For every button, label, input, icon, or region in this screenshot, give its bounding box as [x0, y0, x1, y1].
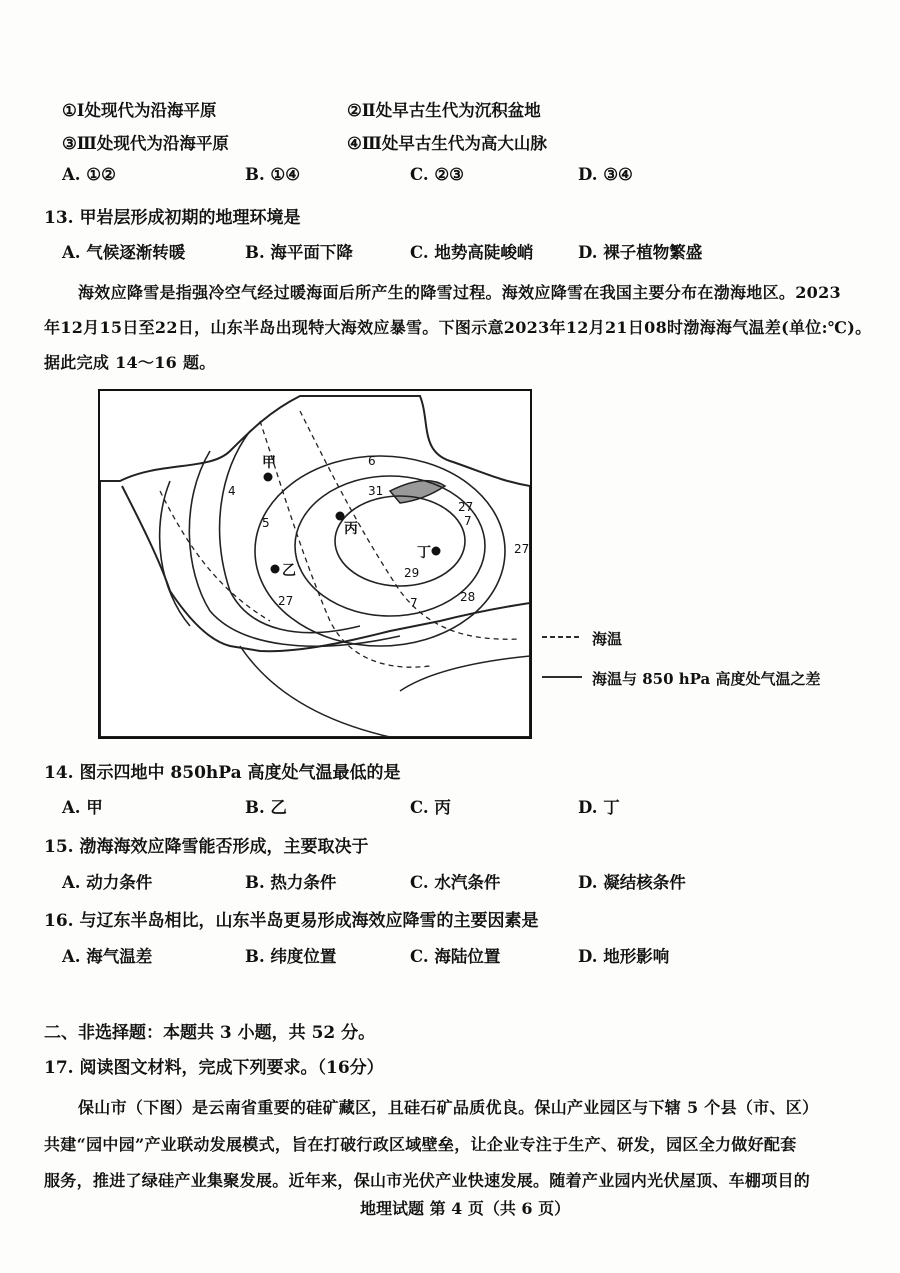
legend-symbols	[540, 630, 590, 690]
q17-stem: 17. 阅读图文材料，完成下列要求。（16分）	[44, 1058, 384, 1078]
isoline-num: 31	[368, 484, 384, 498]
q13-option-a: A. 气候逐渐转暖	[62, 243, 186, 262]
q13-option-c: C. 地势高陡峻峭	[410, 243, 534, 262]
shandong-coast	[240, 646, 390, 737]
q17-para-3: 服务，推进了绿硅产业集聚发展。近年来，保山市光伏产业快速发展。随着产业园内光伏屋顶、车棚项目的	[44, 1171, 811, 1190]
q17-para-2: 共建“园中园”产业联动发展模式，旨在打破行政区域壁垒，让企业专注于生产、研发，园区全力做好配套	[44, 1135, 797, 1154]
isoline-num: 27	[278, 594, 294, 608]
isoline-num: 7	[410, 596, 418, 610]
isoline-num: 7	[464, 514, 472, 528]
statement-4: ④Ⅲ处早古生代为高大山脉	[347, 134, 547, 153]
label-jia: 甲	[262, 455, 276, 471]
q15-option-b: B. 热力条件	[245, 873, 337, 892]
point-yi	[271, 565, 280, 574]
legend-temp-diff: 海温与 850 hPa 高度处气温之差	[592, 670, 821, 688]
label-yi: 乙	[282, 563, 296, 579]
point-ding	[432, 547, 441, 556]
q16-option-d: D. 地形影响	[578, 947, 670, 966]
q14-option-b: B. 乙	[245, 798, 287, 817]
q12-option-a: A. ①②	[62, 165, 116, 184]
q16-option-b: B. 纬度位置	[245, 947, 337, 966]
legend-sea-temp: 海温	[592, 630, 623, 648]
q16-stem: 16. 与辽东半岛相比，山东半岛更易形成海效应降雪的主要因素是	[44, 911, 539, 931]
q12-option-c: C. ②③	[410, 165, 464, 184]
passage-line-3: 据此完成 14～16 题。	[44, 353, 216, 372]
q17-para-1: 保山市（下图）是云南省重要的硅矿藏区，且硅石矿品质优良。保山产业园区与下辖 5 个县（市、区）	[78, 1098, 819, 1117]
q13-stem: 13. 甲岩层形成初期的地理环境是	[44, 208, 301, 228]
bohai-map-svg	[100, 391, 530, 737]
statement-3: ③Ⅲ处现代为沿海平原	[62, 134, 229, 153]
page-footer: 地理试题 第 4 页（共 6 页）	[360, 1199, 571, 1218]
q14-option-d: D. 丁	[578, 798, 620, 817]
label-ding: 丁	[417, 545, 431, 561]
q15-option-a: A. 动力条件	[62, 873, 153, 892]
statement-1: ①Ⅰ处现代为沿海平原	[62, 101, 217, 120]
isoline-num: 6	[368, 454, 376, 468]
q13-option-b: B. 海平面下降	[245, 243, 353, 262]
point-jia	[264, 473, 273, 482]
isoline-num: 5	[262, 516, 270, 530]
label-bing: 丙	[344, 521, 358, 537]
q16-option-a: A. 海气温差	[62, 947, 153, 966]
coastline	[100, 396, 530, 737]
q15-option-c: C. 水汽条件	[410, 873, 501, 892]
bohai-map	[98, 389, 532, 739]
isoline-num: 28	[460, 590, 476, 604]
temp-diff-isolines	[160, 431, 505, 646]
q15-option-d: D. 凝结核条件	[578, 873, 686, 892]
isoline-num: 4	[228, 484, 236, 498]
point-bing	[336, 512, 345, 521]
shandong-north-coast	[400, 656, 530, 691]
liaodong-tip	[390, 481, 445, 503]
q13-option-d: D. 裸子植物繁盛	[578, 243, 703, 262]
q12-option-d: D. ③④	[578, 165, 633, 184]
statement-2: ②Ⅱ处早古生代为沉积盆地	[347, 101, 541, 120]
q16-option-c: C. 海陆位置	[410, 947, 501, 966]
q14-option-c: C. 丙	[410, 798, 451, 817]
q14-option-a: A. 甲	[62, 798, 103, 817]
q14-stem: 14. 图示四地中 850hPa 高度处气温最低的是	[44, 763, 401, 783]
sea-temp-isolines	[160, 411, 520, 667]
isoline-num: 27	[514, 542, 530, 556]
passage-line-2: 年12月15日至22日，山东半岛出现特大海效应暴雪。下图示意2023年12月21日08时渤海海气温差(单位:℃)。	[44, 318, 872, 337]
isoline-num: 27	[458, 500, 474, 514]
q15-stem: 15. 渤海海效应降雪能否形成，主要取决于	[44, 837, 369, 857]
q12-option-b: B. ①④	[245, 165, 301, 184]
passage-line-1: 海效应降雪是指强冷空气经过暖海面后所产生的降雪过程。海效应降雪在我国主要分布在渤海地区。2023	[78, 283, 841, 302]
section-2-heading: 二、非选择题：本题共 3 小题，共 52 分。	[44, 1023, 376, 1043]
isoline-num: 29	[404, 566, 420, 580]
